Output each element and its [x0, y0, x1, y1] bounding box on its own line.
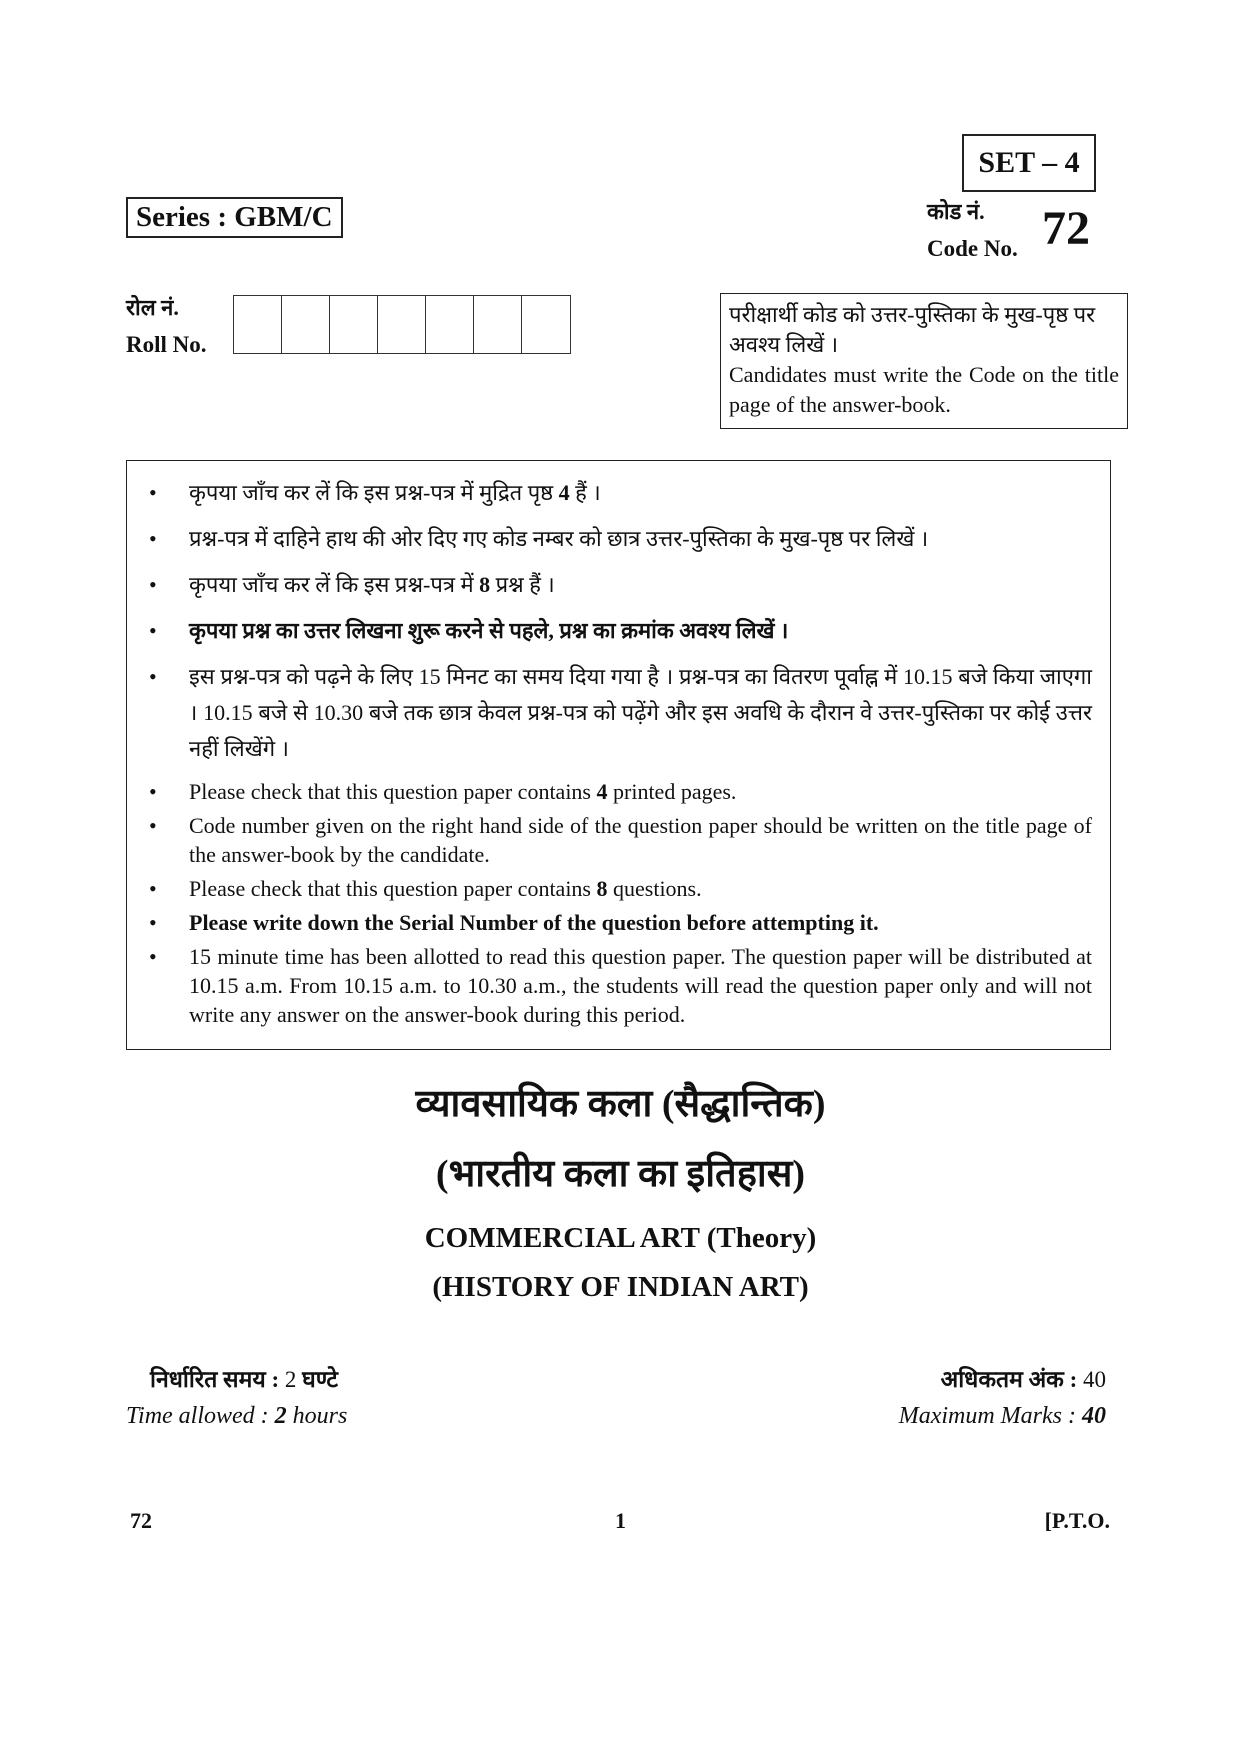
- roll-number-cell[interactable]: [522, 296, 570, 353]
- instruction-text: इस प्रश्न-पत्र को पढ़ने के लिए 15 मिनट का समय दिया गया है । प्रश्न-पत्र का वितरण पूर्वाह्न में 10.15 बजे किया जाएगा । 10.15 बजे से 10.30 बजे तक छात्र केवल प्रश्न-पत्र को पढ़ेंगे और इस अवधि के दौरान वे उत्तर-पुस्तिका पर कोई उत्तर नहीं लिखेंगे ।: [189, 664, 1092, 761]
- candidate-note-english: Candidates must write the Code on the title page of the answer-book.: [729, 362, 1119, 417]
- time-value-hindi: 2: [284, 1367, 297, 1392]
- roll-number-boxes[interactable]: [233, 295, 571, 354]
- instruction-text: कृपया जाँच कर लें कि इस प्रश्न-पत्र में: [189, 572, 480, 597]
- bullet-icon: •: [149, 944, 157, 969]
- instruction-text: Please write down the Serial Number of the question before attempting it.: [189, 910, 879, 935]
- page-number: 1: [615, 1508, 626, 1533]
- subject-title-english: COMMERCIAL ART (Theory): [424, 1222, 817, 1254]
- instruction-text: questions.: [607, 876, 702, 901]
- roll-label-hindi: रोल नं.: [126, 295, 179, 320]
- candidate-note-hindi: परीक्षार्थी कोड को उत्तर-पुस्तिका के मुख-पृष्ठ पर अवश्य लिखें ।: [729, 302, 1096, 357]
- bullet-icon: •: [149, 526, 157, 551]
- instructions-box: [126, 460, 1111, 1050]
- roll-number-cell[interactable]: [234, 296, 282, 353]
- bullet-icon: •: [149, 480, 157, 505]
- instruction-item: [127, 613, 1110, 649]
- code-number: 72: [1042, 202, 1090, 255]
- instruction-text: कृपया प्रश्न का उत्तर लिखना शुरू करने से पहले, प्रश्न का क्रमांक अवश्य लिखें ।: [189, 618, 789, 643]
- instruction-item: [127, 874, 1110, 903]
- roll-number-cell[interactable]: [378, 296, 426, 353]
- instruction-text: 8: [596, 876, 608, 901]
- time-value-english: 2: [274, 1403, 287, 1429]
- pto-label: [P.T.O.: [1044, 1508, 1110, 1533]
- maximum-marks-english: [800, 1403, 1106, 1430]
- marks-value-english: 40: [1082, 1403, 1106, 1429]
- instruction-text: प्रश्न हैं ।: [490, 572, 555, 597]
- instruction-item: [127, 659, 1110, 767]
- candidate-note-box: [720, 293, 1128, 429]
- footer-code: 72: [130, 1508, 152, 1533]
- instruction-text: 4: [596, 779, 608, 804]
- instruction-text: Please check that this question paper contains: [189, 779, 597, 804]
- marks-label-hindi: अधिकतम अंक :: [940, 1367, 1078, 1392]
- bullet-icon: •: [149, 910, 157, 935]
- marks-value-hindi: 40: [1083, 1367, 1106, 1392]
- instruction-text: Please check that this question paper contains: [189, 876, 597, 901]
- instruction-text: printed pages.: [607, 779, 737, 804]
- subject-subtitle-english: (HISTORY OF INDIAN ART): [432, 1271, 809, 1303]
- instruction-item: [127, 942, 1110, 1029]
- time-label-hindi: निर्धारित समय :: [150, 1367, 280, 1392]
- set-label: SET – 4: [962, 134, 1096, 192]
- instruction-text: 8: [479, 572, 491, 597]
- time-unit-english: hours: [292, 1403, 348, 1429]
- instruction-text: प्रश्न-पत्र में दाहिने हाथ की ओर दिए गए कोड नम्बर को छात्र उत्तर-पुस्तिका के मुख-पृष्ठ पर लिखें ।: [189, 526, 929, 551]
- instruction-item: [127, 567, 1110, 603]
- roll-label-english: Roll No.: [126, 332, 207, 357]
- bullet-icon: •: [149, 876, 157, 901]
- bullet-icon: •: [149, 779, 157, 804]
- subject-subtitle-hindi: (भारतीय कला का इतिहास): [435, 1153, 806, 1195]
- code-block: [927, 196, 1097, 266]
- roll-number-cell[interactable]: [474, 296, 522, 353]
- bullet-icon: •: [149, 664, 157, 689]
- roll-number-cell[interactable]: [426, 296, 474, 353]
- maximum-marks-hindi: [800, 1362, 1106, 1394]
- marks-label-english: Maximum Marks :: [898, 1403, 1076, 1429]
- instruction-item: [127, 777, 1110, 806]
- instructions-list: [127, 475, 1110, 1034]
- time-label-english: Time allowed :: [126, 1403, 269, 1429]
- subject-title-hindi: व्यावसायिक कला (सैद्धान्तिक): [415, 1083, 826, 1125]
- time-allowed-hindi: [150, 1362, 338, 1394]
- instruction-text: 4: [558, 480, 570, 505]
- series-label: Series : GBM/C: [126, 197, 343, 238]
- roll-number-cell[interactable]: [330, 296, 378, 353]
- code-label-hindi: कोड नं.: [927, 199, 985, 224]
- instruction-item: [127, 908, 1110, 937]
- instruction-item: [127, 521, 1110, 557]
- instruction-text: हैं ।: [569, 480, 601, 505]
- bullet-icon: •: [149, 813, 157, 838]
- bullet-icon: •: [149, 618, 157, 643]
- instruction-text: 15 minute time has been allotted to read this question paper. The question paper will be distributed at 10.15 a.m. From 10.15 a.m. to 10.30 a.m., the students will read the question paper only and will not write any answer on the answer-book during this period.: [189, 944, 1092, 1027]
- instruction-item: [127, 811, 1110, 869]
- time-allowed-english: [126, 1403, 347, 1430]
- instruction-text: कृपया जाँच कर लें कि इस प्रश्न-पत्र में मुद्रित पृष्ठ: [189, 480, 559, 505]
- roll-number-cell[interactable]: [282, 296, 330, 353]
- code-label-english: Code No.: [927, 236, 1018, 261]
- bullet-icon: •: [149, 572, 157, 597]
- instruction-item: [127, 475, 1110, 511]
- instruction-text: Code number given on the right hand side of the question paper should be written on the title page of the answer-book by the candidate.: [189, 813, 1092, 867]
- time-unit-hindi: घण्टे: [302, 1367, 338, 1392]
